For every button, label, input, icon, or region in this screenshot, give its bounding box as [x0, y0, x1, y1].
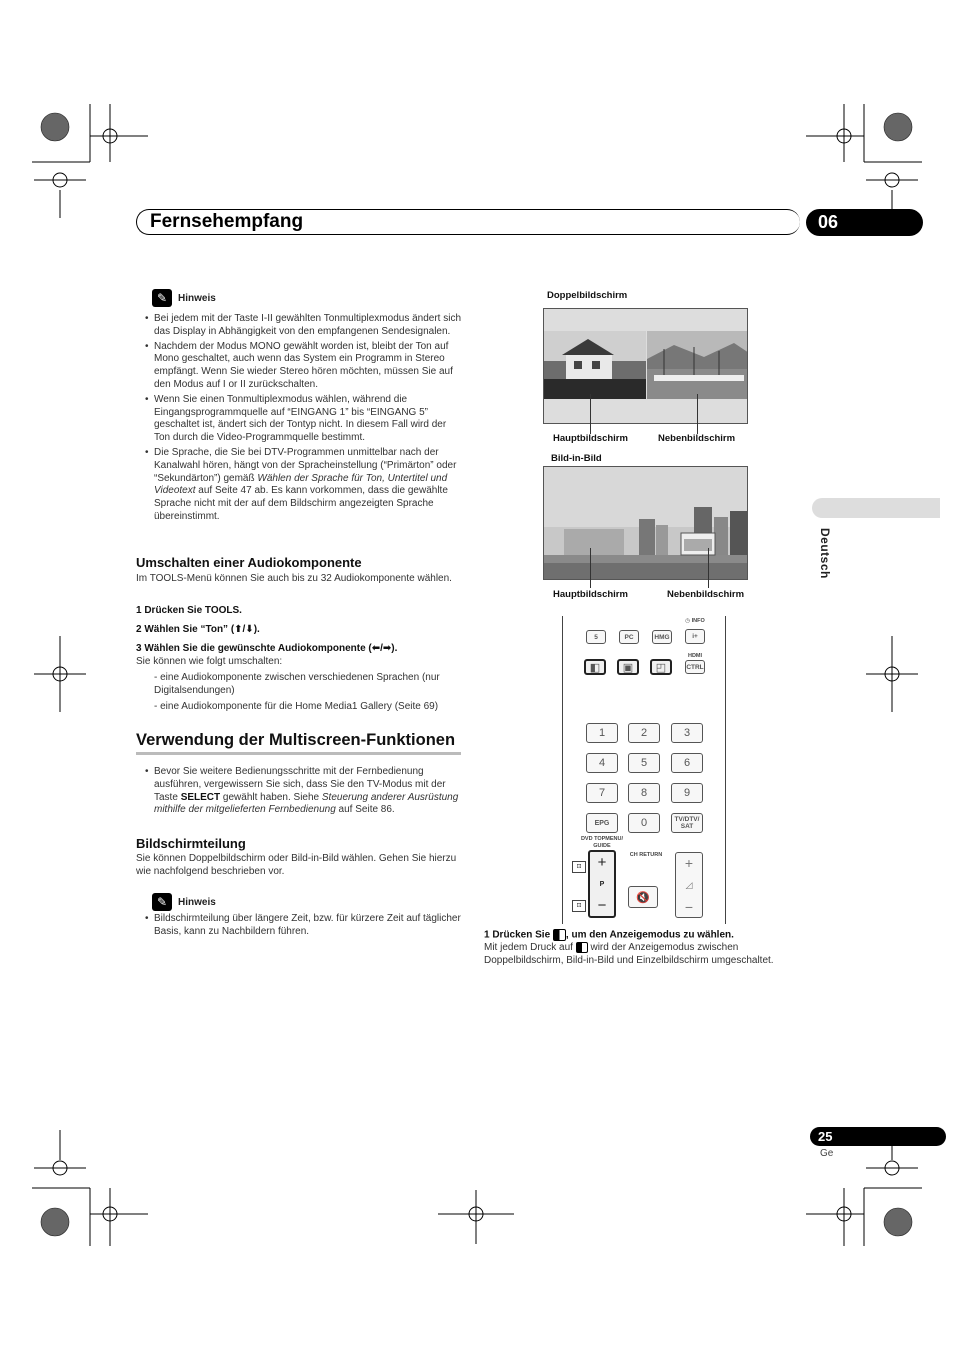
page-language-code: Ge	[820, 1148, 834, 1159]
digit-5-button[interactable]: 5	[628, 753, 660, 773]
digit-3-button[interactable]: 3	[671, 723, 703, 743]
leader-line	[590, 394, 591, 434]
list-item: • Die Sprache, die Sie bei DTV-Programmen unmittelbar nach der Kanalwahl hören, hängt von der Spracheinstellung (“Primärton” oder “Sekundärton”) gemäß Wählen der Sprache für Ton, Untertitel und Videotext auf Seite 47 ab. Es kann vorkommen, dass die gewählte Sprache nicht mit der auf dem Bildschirm angezeigten Sprache übereinstimmt.	[145, 447, 463, 524]
section-heading-audio: Umschalten einer Audiokomponente	[136, 555, 362, 570]
hdmi-label: HDMI	[687, 653, 703, 659]
list-item: • Bildschirmteilung über längere Zeit, bzw. für kürzere Zeit auf täglicher Basis, kann zu Nachbildern führen.	[145, 913, 463, 939]
list-item: • Bevor Sie weitere Bedienungsschritte mit der Fernbedienung ausführen, vergewissern Sie sich, dass Sie den TV-Modus mit der Taste SELECT gewählt haben. Siehe Steuerung anderer Ausrüstung mithilfe der mitgelieferten Fernbedienung auf Seite 86.	[145, 766, 463, 817]
tv-dtv-sat-button[interactable]: TV/DTV/ SAT	[671, 813, 703, 833]
note-heading	[152, 893, 216, 911]
input-icon: ⊡	[572, 900, 586, 912]
main-screen-label: Hauptbildschirm	[553, 433, 628, 444]
multiscreen-list	[145, 766, 463, 819]
mute-button[interactable]	[628, 886, 658, 908]
digit-4-button[interactable]: 4	[586, 753, 618, 773]
digit-8-button[interactable]: 8	[628, 783, 660, 803]
language-label: Deutsch	[818, 528, 832, 579]
source-5-button[interactable]: 5	[586, 630, 606, 644]
note-heading	[152, 289, 216, 307]
note-list	[145, 313, 463, 526]
step-3: 3 Wählen Sie die gewünschte Audiokomponente (⬅/➡).	[136, 643, 398, 654]
digit-0-button[interactable]: 0	[628, 813, 660, 833]
instruction-description: Mit jedem Druck auf wird der Anzeigemodus zwischen Doppelbildschirm, Bild-in-Bild und Einzelbildschirm umgeschaltet.	[484, 942, 774, 966]
remote-edge	[725, 616, 726, 924]
note2-list	[145, 913, 463, 941]
note-label: Hinweis	[178, 896, 216, 908]
digit-9-button[interactable]: 9	[671, 783, 703, 803]
channel-up-icon: +	[597, 854, 607, 871]
info-label: ◷ INFO	[685, 618, 705, 624]
dvd-topmenu-label: DVD TOPMENU/ GUIDE	[580, 836, 624, 849]
pip-title: Bild-in-Bild	[551, 453, 602, 464]
ch-return-label: CH RETURN	[629, 852, 663, 858]
heading-rule	[136, 752, 461, 755]
leader-line	[697, 394, 698, 434]
double-screen-illustration	[544, 309, 748, 424]
pip-screen-figure	[543, 466, 748, 580]
pip-illustration	[544, 467, 748, 580]
leader-line	[708, 548, 709, 588]
hmg-button[interactable]: HMG	[652, 630, 672, 644]
volume-rocker[interactable]	[675, 852, 703, 918]
pip-icon: ◰	[655, 661, 667, 674]
double-screen-title: Doppelbildschirm	[547, 290, 628, 301]
clock-icon: ◷	[685, 618, 692, 624]
pencil-note-icon: ✎	[152, 289, 172, 307]
remote-control-illustration	[562, 616, 726, 924]
remote-edge	[562, 616, 563, 924]
list-item: • Wenn Sie einen Tonmultiplexmodus wählen, während die Eingangsprogrammquelle auf “EINGANG 1” bis “EINGANG 5” geschaltet ist, ändert sich der Tontyp nicht. In diesem Fall wird der Ton durch die Video-Programmquelle bestimmt.	[145, 394, 463, 445]
list-item: • Bei jedem mit der Taste I-II gewählten Tonmultiplexmodus ändert sich das Display in Abhängigkeit von den empfangenen Sendesignalen.	[145, 313, 463, 339]
sub-screen-label: Nebenbildschirm	[667, 589, 745, 600]
epg-button[interactable]: EPG	[586, 813, 618, 833]
split-intro: Sie können Doppelbildschirm oder Bild-in-Bild wählen. Gehen Sie hierzu wie nachfolgend beschrieben vor.	[136, 853, 457, 877]
input-icon: ⊡	[572, 861, 586, 873]
double-screen-figure	[543, 308, 748, 424]
split-screen-icon: ◧	[589, 661, 601, 674]
chapter-number: 06	[806, 209, 923, 236]
volume-up-icon: +	[684, 855, 694, 871]
pc-button[interactable]: PC	[619, 630, 639, 644]
language-tab	[812, 498, 940, 518]
channel-label: P	[599, 880, 605, 888]
info-icon: i+	[692, 633, 698, 640]
audio-intro: Im TOOLS-Menü können Sie auch bis zu 32 Audiokomponente wählen.	[136, 573, 452, 584]
page-number: 25	[810, 1127, 946, 1146]
step-1: 1 Drücken Sie TOOLS.	[136, 605, 242, 616]
split-screen-icon	[553, 929, 566, 941]
digit-1-button[interactable]: 1	[586, 723, 618, 743]
pencil-note-icon: ✎	[152, 893, 172, 911]
freeze-icon: ▣	[622, 661, 634, 674]
hdmi-ctrl-button[interactable]: CTRL	[685, 660, 705, 674]
step-2: 2 Wählen Sie “Ton” (⬆/⬇).	[136, 624, 260, 635]
instruction-step-1: 1 Drücken Sie , um den Anzeigemodus zu wählen.	[484, 929, 734, 941]
digit-6-button[interactable]: 6	[671, 753, 703, 773]
info-button[interactable]	[685, 629, 705, 644]
option-1: - eine Audiokomponente zwischen verschiedenen Sprachen (nur Digitalsendungen)	[154, 672, 440, 696]
mute-icon: 🔇	[636, 891, 650, 904]
option-2: - eine Audiokomponente für die Home Media1 Gallery (Seite 69)	[154, 701, 439, 712]
pip-swap-button[interactable]	[650, 659, 672, 675]
volume-icon: ◿	[685, 879, 693, 890]
note-label: Hinweis	[178, 292, 216, 304]
section-heading-split: Bildschirmteilung	[136, 836, 246, 851]
split-screen-icon	[576, 942, 588, 953]
volume-down-icon: −	[684, 899, 694, 915]
split-screen-button[interactable]	[584, 659, 606, 675]
sub-screen-label: Nebenbildschirm	[658, 433, 736, 444]
digit-7-button[interactable]: 7	[586, 783, 618, 803]
channel-rocker[interactable]	[588, 850, 616, 918]
leader-line	[590, 548, 591, 588]
digit-2-button[interactable]: 2	[628, 723, 660, 743]
section-heading-multiscreen: Verwendung der Multiscreen-Funktionen	[136, 731, 456, 749]
list-item: • Nachdem der Modus MONO gewählt worden ist, bleibt der Ton auf Mono geschaltet, auch wenn das System ein Programm in Stereo empfängt. Wenn Sie wieder Stereo hören möchten, müssen Sie auf den Modus auf I or II zurückschalten.	[145, 341, 463, 392]
main-screen-label: Hauptbildschirm	[553, 589, 628, 600]
page-title: Fernsehempfang	[150, 211, 304, 232]
step-3-sub: Sie können wie folgt umschalten:	[136, 656, 283, 667]
channel-down-icon: −	[597, 897, 607, 914]
freeze-button[interactable]	[617, 659, 639, 675]
